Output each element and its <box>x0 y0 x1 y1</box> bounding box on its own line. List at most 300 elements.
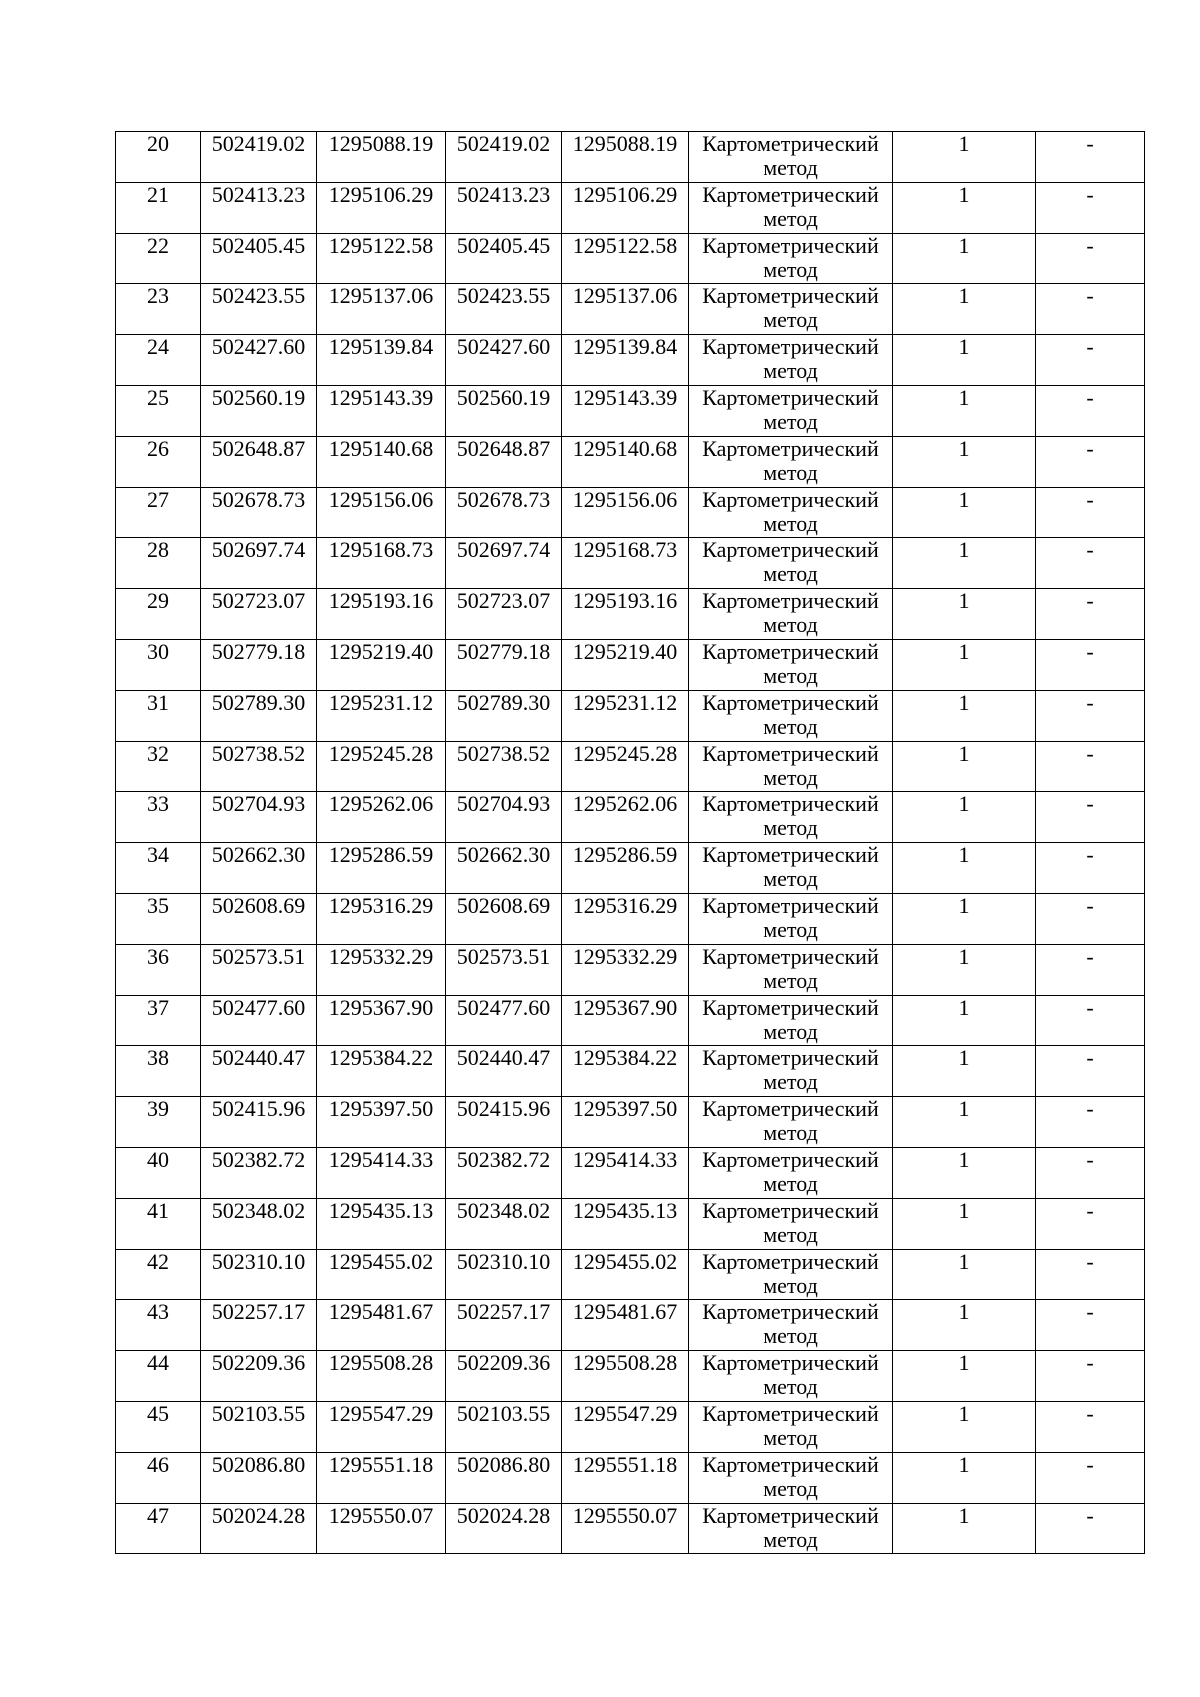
method-line-2: метод <box>763 459 818 485</box>
accuracy-cell: 1 <box>893 538 1036 589</box>
accuracy-cell: 1 <box>893 1198 1036 1249</box>
table-row <box>116 792 1145 843</box>
method-line-1: Картометрический <box>702 182 879 207</box>
table-row <box>116 1147 1145 1198</box>
y-new-cell: 1295286.59 <box>562 843 689 894</box>
x-existing-cell: 502405.45 <box>201 233 317 284</box>
method-cell <box>689 944 893 995</box>
x-new-cell: 502697.74 <box>446 538 562 589</box>
y-new-cell: 1295193.16 <box>562 589 689 640</box>
y-new-cell: 1295137.06 <box>562 284 689 335</box>
x-new-cell: 502257.17 <box>446 1300 562 1351</box>
x-existing-cell: 502738.52 <box>201 741 317 792</box>
x-existing-cell: 502560.19 <box>201 385 317 436</box>
description-cell: - <box>1036 690 1145 741</box>
description-cell: - <box>1036 1198 1145 1249</box>
point-number-cell: 34 <box>116 843 201 894</box>
description-cell: - <box>1036 436 1145 487</box>
y-existing-cell: 1295137.06 <box>317 284 446 335</box>
method-cell <box>689 995 893 1046</box>
y-existing-cell: 1295168.73 <box>317 538 446 589</box>
table-row <box>116 1046 1145 1097</box>
x-new-cell: 502086.80 <box>446 1452 562 1503</box>
x-new-cell: 502310.10 <box>446 1249 562 1300</box>
point-number-cell: 46 <box>116 1452 201 1503</box>
table-row <box>116 284 1145 335</box>
y-existing-cell: 1295435.13 <box>317 1198 446 1249</box>
x-existing-cell: 502779.18 <box>201 639 317 690</box>
method-cell <box>689 1097 893 1148</box>
y-existing-cell: 1295231.12 <box>317 690 446 741</box>
point-number-cell: 32 <box>116 741 201 792</box>
method-line-2: метод <box>763 1120 818 1146</box>
y-existing-cell: 1295245.28 <box>317 741 446 792</box>
y-new-cell: 1295143.39 <box>562 385 689 436</box>
method-cell <box>689 843 893 894</box>
table-row <box>116 1503 1145 1554</box>
y-new-cell: 1295455.02 <box>562 1249 689 1300</box>
point-number-cell: 38 <box>116 1046 201 1097</box>
x-existing-cell: 502348.02 <box>201 1198 317 1249</box>
table-row <box>116 233 1145 284</box>
point-number-cell: 36 <box>116 944 201 995</box>
y-new-cell: 1295316.29 <box>562 893 689 944</box>
method-cell <box>689 1401 893 1452</box>
description-cell: - <box>1036 1147 1145 1198</box>
point-number-cell: 21 <box>116 182 201 233</box>
x-existing-cell: 502024.28 <box>201 1503 317 1554</box>
accuracy-cell: 1 <box>893 690 1036 741</box>
table-row <box>116 843 1145 894</box>
y-new-cell: 1295088.19 <box>562 132 689 183</box>
description-cell: - <box>1036 1452 1145 1503</box>
x-new-cell: 502413.23 <box>446 182 562 233</box>
x-existing-cell: 502427.60 <box>201 335 317 386</box>
description-cell: - <box>1036 335 1145 386</box>
y-new-cell: 1295140.68 <box>562 436 689 487</box>
point-number-cell: 35 <box>116 893 201 944</box>
y-existing-cell: 1295262.06 <box>317 792 446 843</box>
x-new-cell: 502103.55 <box>446 1401 562 1452</box>
y-existing-cell: 1295384.22 <box>317 1046 446 1097</box>
y-existing-cell: 1295156.06 <box>317 487 446 538</box>
description-cell: - <box>1036 1046 1145 1097</box>
x-existing-cell: 502257.17 <box>201 1300 317 1351</box>
table-row <box>116 1401 1145 1452</box>
x-new-cell: 502738.52 <box>446 741 562 792</box>
method-cell <box>689 182 893 233</box>
y-new-cell: 1295168.73 <box>562 538 689 589</box>
x-new-cell: 502419.02 <box>446 132 562 183</box>
method-line-1: Картометрический <box>702 487 879 512</box>
method-line-1: Картометрический <box>702 385 879 410</box>
x-new-cell: 502789.30 <box>446 690 562 741</box>
description-cell: - <box>1036 1300 1145 1351</box>
method-line-1: Картометрический <box>702 233 879 258</box>
y-existing-cell: 1295397.50 <box>317 1097 446 1148</box>
table-row <box>116 690 1145 741</box>
accuracy-cell: 1 <box>893 284 1036 335</box>
method-line-2: метод <box>763 1424 818 1450</box>
y-existing-cell: 1295140.68 <box>317 436 446 487</box>
x-new-cell: 502024.28 <box>446 1503 562 1554</box>
method-line-1: Картометрический <box>702 893 879 918</box>
method-line-2: метод <box>763 1018 818 1044</box>
y-new-cell: 1295332.29 <box>562 944 689 995</box>
description-cell: - <box>1036 792 1145 843</box>
method-cell <box>689 639 893 690</box>
y-existing-cell: 1295106.29 <box>317 182 446 233</box>
y-new-cell: 1295550.07 <box>562 1503 689 1554</box>
x-existing-cell: 502704.93 <box>201 792 317 843</box>
y-new-cell: 1295481.67 <box>562 1300 689 1351</box>
description-cell: - <box>1036 385 1145 436</box>
y-existing-cell: 1295508.28 <box>317 1351 446 1402</box>
method-line-2: метод <box>763 561 818 587</box>
y-existing-cell: 1295481.67 <box>317 1300 446 1351</box>
y-existing-cell: 1295551.18 <box>317 1452 446 1503</box>
table-row <box>116 589 1145 640</box>
description-cell: - <box>1036 1249 1145 1300</box>
x-existing-cell: 502662.30 <box>201 843 317 894</box>
method-line-1: Картометрический <box>702 639 879 664</box>
method-line-1: Картометрический <box>702 283 879 309</box>
y-new-cell: 1295414.33 <box>562 1147 689 1198</box>
x-existing-cell: 502697.74 <box>201 538 317 589</box>
description-cell: - <box>1036 741 1145 792</box>
method-line-2: метод <box>763 713 818 739</box>
method-line-1: Картометрический <box>702 1401 879 1426</box>
accuracy-cell: 1 <box>893 639 1036 690</box>
accuracy-cell: 1 <box>893 1452 1036 1503</box>
method-line-2: метод <box>763 967 818 993</box>
x-new-cell: 502678.73 <box>446 487 562 538</box>
accuracy-cell: 1 <box>893 1097 1036 1148</box>
method-line-1: Картометрический <box>702 1350 879 1376</box>
point-number-cell: 39 <box>116 1097 201 1148</box>
x-existing-cell: 502678.73 <box>201 487 317 538</box>
table-row <box>116 1097 1145 1148</box>
table-row <box>116 1198 1145 1249</box>
point-number-cell: 47 <box>116 1503 201 1554</box>
method-line-2: метод <box>763 866 818 892</box>
y-new-cell: 1295551.18 <box>562 1452 689 1503</box>
accuracy-cell: 1 <box>893 335 1036 386</box>
description-cell: - <box>1036 1401 1145 1452</box>
y-existing-cell: 1295332.29 <box>317 944 446 995</box>
x-existing-cell: 502648.87 <box>201 436 317 487</box>
method-line-2: метод <box>763 662 818 688</box>
x-new-cell: 502573.51 <box>446 944 562 995</box>
table-row <box>116 487 1145 538</box>
x-new-cell: 502427.60 <box>446 335 562 386</box>
point-number-cell: 22 <box>116 233 201 284</box>
y-existing-cell: 1295122.58 <box>317 233 446 284</box>
method-line-1: Картометрический <box>702 741 879 766</box>
accuracy-cell: 1 <box>893 944 1036 995</box>
y-existing-cell: 1295455.02 <box>317 1249 446 1300</box>
x-new-cell: 502423.55 <box>446 284 562 335</box>
accuracy-cell: 1 <box>893 1147 1036 1198</box>
point-number-cell: 40 <box>116 1147 201 1198</box>
accuracy-cell: 1 <box>893 1300 1036 1351</box>
description-cell: - <box>1036 995 1145 1046</box>
x-existing-cell: 502413.23 <box>201 182 317 233</box>
accuracy-cell: 1 <box>893 893 1036 944</box>
accuracy-cell: 1 <box>893 589 1036 640</box>
method-line-2: метод <box>763 1374 818 1400</box>
method-cell <box>689 589 893 640</box>
method-line-2: метод <box>763 1526 818 1552</box>
method-line-2: метод <box>763 358 818 384</box>
description-cell: - <box>1036 1503 1145 1554</box>
table-row <box>116 132 1145 183</box>
x-existing-cell: 502573.51 <box>201 944 317 995</box>
accuracy-cell: 1 <box>893 436 1036 487</box>
y-existing-cell: 1295088.19 <box>317 132 446 183</box>
y-new-cell: 1295384.22 <box>562 1046 689 1097</box>
description-cell: - <box>1036 182 1145 233</box>
y-new-cell: 1295106.29 <box>562 182 689 233</box>
method-cell <box>689 487 893 538</box>
method-cell <box>689 1046 893 1097</box>
method-line-1: Картометрический <box>702 1249 879 1274</box>
table-row <box>116 538 1145 589</box>
method-line-1: Картометрический <box>702 1299 879 1325</box>
method-line-2: метод <box>763 510 818 536</box>
method-line-1: Картометрический <box>702 436 879 461</box>
x-new-cell: 502704.93 <box>446 792 562 843</box>
x-existing-cell: 502723.07 <box>201 589 317 640</box>
x-existing-cell: 502103.55 <box>201 1401 317 1452</box>
method-line-2: метод <box>763 307 818 333</box>
accuracy-cell: 1 <box>893 233 1036 284</box>
x-existing-cell: 502608.69 <box>201 893 317 944</box>
method-cell <box>689 893 893 944</box>
point-number-cell: 26 <box>116 436 201 487</box>
x-existing-cell: 502209.36 <box>201 1351 317 1402</box>
x-new-cell: 502405.45 <box>446 233 562 284</box>
point-number-cell: 28 <box>116 538 201 589</box>
y-new-cell: 1295262.06 <box>562 792 689 843</box>
method-line-1: Картометрический <box>702 1452 879 1477</box>
method-line-1: Картометрический <box>702 588 879 614</box>
method-line-1: Картометрический <box>702 1096 879 1122</box>
y-new-cell: 1295231.12 <box>562 690 689 741</box>
method-line-1: Картометрический <box>702 791 879 817</box>
method-line-2: метод <box>763 612 818 638</box>
point-number-cell: 42 <box>116 1249 201 1300</box>
description-cell: - <box>1036 843 1145 894</box>
method-cell <box>689 538 893 589</box>
point-number-cell: 24 <box>116 335 201 386</box>
method-cell <box>689 1147 893 1198</box>
x-new-cell: 502477.60 <box>446 995 562 1046</box>
x-existing-cell: 502789.30 <box>201 690 317 741</box>
x-new-cell: 502648.87 <box>446 436 562 487</box>
table-row <box>116 182 1145 233</box>
point-number-cell: 31 <box>116 690 201 741</box>
y-new-cell: 1295245.28 <box>562 741 689 792</box>
x-existing-cell: 502440.47 <box>201 1046 317 1097</box>
table-row <box>116 335 1145 386</box>
method-cell <box>689 1452 893 1503</box>
x-new-cell: 502608.69 <box>446 893 562 944</box>
method-cell <box>689 233 893 284</box>
x-new-cell: 502415.96 <box>446 1097 562 1148</box>
table-row <box>116 1452 1145 1503</box>
accuracy-cell: 1 <box>893 1401 1036 1452</box>
accuracy-cell: 1 <box>893 741 1036 792</box>
method-line-2: метод <box>763 764 818 790</box>
x-new-cell: 502560.19 <box>446 385 562 436</box>
point-number-cell: 33 <box>116 792 201 843</box>
method-line-1: Картометрический <box>702 131 879 156</box>
method-cell <box>689 385 893 436</box>
accuracy-cell: 1 <box>893 1503 1036 1554</box>
y-existing-cell: 1295414.33 <box>317 1147 446 1198</box>
accuracy-cell: 1 <box>893 385 1036 436</box>
method-line-1: Картометрический <box>702 995 879 1020</box>
method-line-2: метод <box>763 205 818 231</box>
table-row <box>116 639 1145 690</box>
method-line-1: Картометрический <box>702 944 879 969</box>
method-line-1: Картометрический <box>702 334 879 360</box>
description-cell: - <box>1036 538 1145 589</box>
y-existing-cell: 1295219.40 <box>317 639 446 690</box>
method-line-2: метод <box>763 1069 818 1095</box>
method-cell <box>689 436 893 487</box>
point-number-cell: 25 <box>116 385 201 436</box>
y-new-cell: 1295139.84 <box>562 335 689 386</box>
y-new-cell: 1295219.40 <box>562 639 689 690</box>
x-new-cell: 502723.07 <box>446 589 562 640</box>
table-row <box>116 385 1145 436</box>
accuracy-cell: 1 <box>893 132 1036 183</box>
x-new-cell: 502382.72 <box>446 1147 562 1198</box>
point-number-cell: 43 <box>116 1300 201 1351</box>
description-cell: - <box>1036 233 1145 284</box>
x-existing-cell: 502086.80 <box>201 1452 317 1503</box>
table-row <box>116 1300 1145 1351</box>
description-cell: - <box>1036 1351 1145 1402</box>
y-new-cell: 1295122.58 <box>562 233 689 284</box>
accuracy-cell: 1 <box>893 487 1036 538</box>
accuracy-cell: 1 <box>893 1351 1036 1402</box>
method-line-2: метод <box>763 1221 818 1247</box>
y-existing-cell: 1295139.84 <box>317 335 446 386</box>
method-line-2: метод <box>763 1323 818 1349</box>
y-existing-cell: 1295367.90 <box>317 995 446 1046</box>
y-new-cell: 1295156.06 <box>562 487 689 538</box>
accuracy-cell: 1 <box>893 843 1036 894</box>
y-existing-cell: 1295286.59 <box>317 843 446 894</box>
method-cell <box>689 690 893 741</box>
x-new-cell: 502440.47 <box>446 1046 562 1097</box>
x-new-cell: 502779.18 <box>446 639 562 690</box>
method-cell <box>689 132 893 183</box>
x-existing-cell: 502415.96 <box>201 1097 317 1148</box>
method-cell <box>689 792 893 843</box>
y-new-cell: 1295397.50 <box>562 1097 689 1148</box>
description-cell: - <box>1036 944 1145 995</box>
method-line-1: Картометрический <box>702 690 879 715</box>
table-row <box>116 436 1145 487</box>
x-existing-cell: 502310.10 <box>201 1249 317 1300</box>
point-number-cell: 29 <box>116 589 201 640</box>
method-line-2: метод <box>763 815 818 841</box>
accuracy-cell: 1 <box>893 995 1036 1046</box>
method-line-2: метод <box>763 1170 818 1196</box>
x-existing-cell: 502382.72 <box>201 1147 317 1198</box>
point-number-cell: 45 <box>116 1401 201 1452</box>
method-cell <box>689 335 893 386</box>
method-line-1: Картометрический <box>702 1147 879 1172</box>
accuracy-cell: 1 <box>893 182 1036 233</box>
x-new-cell: 502662.30 <box>446 843 562 894</box>
coordinates-table <box>115 131 1145 1554</box>
point-number-cell: 20 <box>116 132 201 183</box>
point-number-cell: 37 <box>116 995 201 1046</box>
method-line-2: метод <box>763 1272 818 1298</box>
method-line-1: Картометрический <box>702 1198 879 1223</box>
y-existing-cell: 1295143.39 <box>317 385 446 436</box>
point-number-cell: 23 <box>116 284 201 335</box>
y-existing-cell: 1295550.07 <box>317 1503 446 1554</box>
y-new-cell: 1295367.90 <box>562 995 689 1046</box>
point-number-cell: 30 <box>116 639 201 690</box>
table-body <box>116 132 1145 1554</box>
method-cell <box>689 1503 893 1554</box>
table-row <box>116 1351 1145 1402</box>
method-cell <box>689 1351 893 1402</box>
method-line-2: метод <box>763 1475 818 1501</box>
y-existing-cell: 1295193.16 <box>317 589 446 640</box>
x-existing-cell: 502423.55 <box>201 284 317 335</box>
method-line-2: метод <box>763 256 818 282</box>
method-line-2: метод <box>763 916 818 942</box>
method-line-1: Картометрический <box>702 1503 879 1528</box>
y-new-cell: 1295435.13 <box>562 1198 689 1249</box>
x-new-cell: 502348.02 <box>446 1198 562 1249</box>
accuracy-cell: 1 <box>893 1249 1036 1300</box>
y-new-cell: 1295547.29 <box>562 1401 689 1452</box>
table-row <box>116 741 1145 792</box>
accuracy-cell: 1 <box>893 1046 1036 1097</box>
description-cell: - <box>1036 639 1145 690</box>
method-line-1: Картометрический <box>702 537 879 563</box>
table-row <box>116 995 1145 1046</box>
y-existing-cell: 1295547.29 <box>317 1401 446 1452</box>
method-line-1: Картометрический <box>702 1045 879 1071</box>
method-cell <box>689 1300 893 1351</box>
x-existing-cell: 502477.60 <box>201 995 317 1046</box>
x-new-cell: 502209.36 <box>446 1351 562 1402</box>
point-number-cell: 44 <box>116 1351 201 1402</box>
table-row <box>116 944 1145 995</box>
point-number-cell: 27 <box>116 487 201 538</box>
x-existing-cell: 502419.02 <box>201 132 317 183</box>
description-cell: - <box>1036 1097 1145 1148</box>
method-cell <box>689 284 893 335</box>
description-cell: - <box>1036 132 1145 183</box>
method-line-1: Картометрический <box>702 842 879 868</box>
method-cell <box>689 1198 893 1249</box>
point-number-cell: 41 <box>116 1198 201 1249</box>
table-row <box>116 893 1145 944</box>
method-line-2: метод <box>763 155 818 180</box>
y-existing-cell: 1295316.29 <box>317 893 446 944</box>
